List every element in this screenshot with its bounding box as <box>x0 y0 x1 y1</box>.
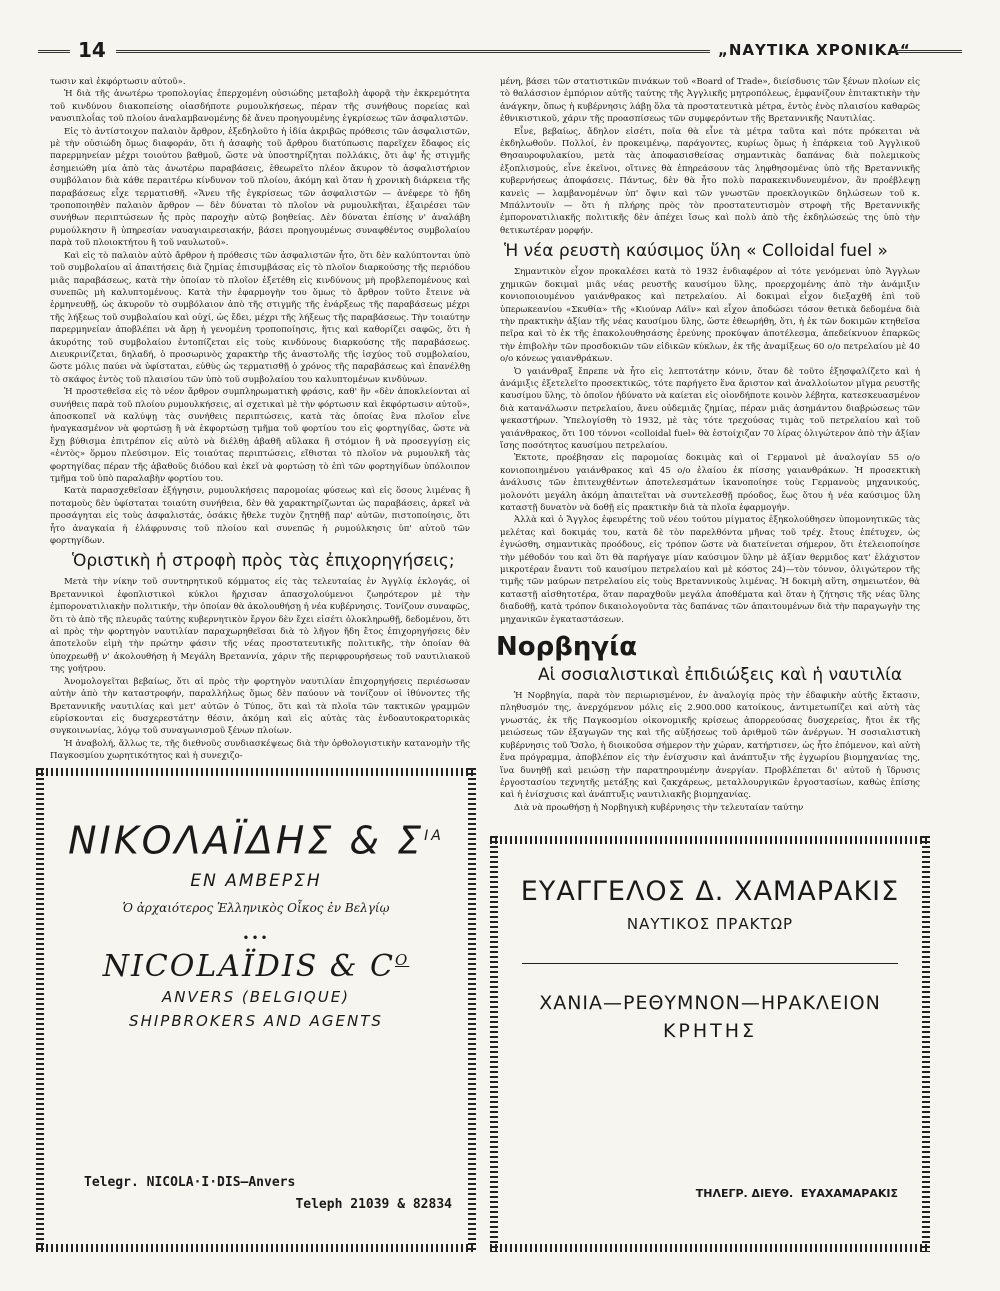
article-paragraph: Ἡ διὰ τῆς ἀνωτέρω τροπολογίας ἐπερχομένη οὐσιώδης μεταβολὴ ἀφορᾷ τὴν ἐκκρεμότητα τοῦ κινδύνου διακοπείσης οἱασδήποτε ρυμουλκήσεως, πέραν τῆς συνήθους πορείας καὶ ναυσιπλοΐας τοῦ πλοίου ἀναλαμβανομένης δὲ ἄνευ προηγουμένης ἐγκρίσεως τῶν ἀσφαλιστῶν. <box>50 89 470 125</box>
article-paragraph: Εἰς τὸ ἀντίστοιχον παλαιὸν ἄρθρον, ἐξεδηλοῦτο ἡ ἰδία ἀκριβῶς πρόθεσις τῶν ἀσφαλιστῶν, μὲ τὴν οὐσιώδη ὅμως διαφοράν, ὅτι ἡ ἀσαφὴς τοῦ ἄρθρου διατύπωσις παρεῖχεν ἔδαφος εἰς παρερμηνείαν μέχρι τοιούτου βαθμοῦ, ὥστε νὰ ὑποστηρίζηται πολλάκις, ὅτι ἀφ' ἧς στιγμῆς ἐσημειώθη μία ἀπὸ τὰς ἀνωτέρω παραβάσεις, ἐθεωρεῖτο πλέον ἄκυρον τὸ ἀσφαλιστήριον συμβόλαιον διὰ κάθε περαιτέρω κίνδυνον τοῦ πλοίου, ἀκόμη καὶ ὅταν ἡ χρονικὴ διάρκεια τῆς παραβάσεως εἶχε τερματισθῆ. «Ἄνευ τῆς ἐγκρίσεως τῶν ἀσφαλιστῶν — ἀνέφερε τὸ ἤδη τροποποιηθὲν παλαιὸν ἄρθρον — δὲν δύναται τὸ πλοῖον νὰ ρυμουλκῆται, ἐξαιρέσει τῶν συνήθων περιπτώσεων ἧς πρὸς παροχὴν αὐτῷ βοηθείας. Δὲν δύναται ἐπίσης ν' ἀναλάβη ρυμούλκησιν ἢ ὑπηρεσίαν ναυαγιαιρεσιακήν, βάσει προηγουμένως συναφθέντος συμβολαίου παρὰ τοῦ πλοιοκτήτου ἢ τοῦ ναυλωτοῦ». <box>50 126 470 249</box>
telephone-numbers: Teleph 21039 & 82834 <box>295 1197 452 1212</box>
section-heading-norway: Νορβηγία <box>496 632 638 663</box>
header-rule-left <box>38 50 70 53</box>
section-subheading-norway: Αἱ σοσιαλιστικαὶ ἐπιδιώξεις καὶ ἡ ναυτιλία <box>538 665 903 686</box>
right-column <box>496 76 920 828</box>
company-description: Ὁ ἀρχαιότερος Ἑλληνικὸς Οἶκος ἐν Βελγίῳ <box>122 900 390 915</box>
ad-divider-line <box>522 963 898 964</box>
ad-border-bottom <box>36 1244 476 1252</box>
article-paragraph: Ἡ Νορβηγία, παρὰ τὸν περιωρισμένον, ἐν ἀναλογίᾳ πρὸς τὴν ἐδαφικὴν αὐτῆς ἔκτασιν, πληθυσμόν της, ἀνερχόμενον μόλις εἰς 2.900.000 κατοίκους, ἀντιμετωπίζει καὶ αὐτὴ τὰς γνωστάς, ἐκ τῆς Παγκοσμίου οἰκονομικῆς κρίσεως ἀπορρεούσας δυσχερείας, ἤτοι ἐκ τῆς μειώσεως τῶν ἐξαγωγῶν της καὶ τῆς αὐξήσεως τοῦ ἀριθμοῦ τῶν ἀνέργων. Ἡ σοσιαλιστικὴ κυβέρνησις τοῦ Ὄσλο, ἡ διοικοῦσα σήμερον τὴν χώραν, κατήρτισεν, ὡς ἦτο ἑπόμενον, καὶ αὐτὴ ἕνα πρόγραμμα, ἀποβλέπον εἰς τὴν ἐνίσχυσιν καὶ ἀνάπτυξιν τῆς ἐγχωρίου βιομηχανίας της, ἵνα δυνηθῇ καὶ μειώσῃ τὴν παρατηρουμένην ἀνεργίαν. Προβλέπεται δι' αὐτοῦ ἡ ἵδρυσις ἐργοστασίου τεχνητῆς μετάξης καὶ ζακχάρεως, μεταλλουργικῶν ἐργοστασίων, καθὼς ἐπίσης καὶ ἡ ἐνίσχυσις καὶ ἀνάπτυξις ναυτιλιακῆς βιομηχανίας. <box>500 691 920 801</box>
advertisement-nicolaidis <box>36 768 476 1252</box>
agent-role: ΝΑΥΤΙΚΟΣ ΠΡΑΚΤΩΡ <box>626 915 794 933</box>
page-header <box>38 38 962 66</box>
page-number: 14 <box>78 38 106 62</box>
agent-island: ΚΡΗΤΗΣ <box>662 1020 758 1042</box>
section-heading-subsidies: Ὁριστικὴ ἡ στροφὴ πρὸς τὰς ἐπιχορηγήσεις; <box>72 551 455 572</box>
article-paragraph: Ὁ γαιάνθραξ ἔπρεπε νὰ ἦτο εἰς λεπτοτάτην κόνιν, ὅταν δὲ τοῦτο ἐξησφαλίζετο καὶ ἡ ἀνάμιξις ἐξετελεῖτο προσεκτικῶς, τότε παρήγετο ἕνα ἄριστον καὶ ἀναλλοίωτον μῖγμα ρευστῆς καυσίμου ὕλης, τὸ ὁποῖον ἠδύνατο νὰ καίεται εἰς οἱονδήποτε κοινὸν λέβητα, κατεσκευασμένον διὰ κατανάλωσιν πετρελαίου, ἄνευ οὐδεμιᾶς ζημίας, πέραν μιᾶς ἀσημάντου διαβρώσεως τῶν ψεκαστήρων. Ὑπελογίσθη τὸ 1932, μὲ τὰς τότε τρεχούσας τιμὰς τοῦ πετρελαίου καὶ τοῦ γαιάνθρακος, ὅτι 100 τόννοι «colloidal fuel» θὰ ἐστοίχιζαν 70 λίρας ὀλιγώτερον ἀπὸ τὴν ἀξίαν ἴσης ποσότητος καυσίμου πετρελαίου. <box>500 366 920 451</box>
ad-border-right <box>922 836 930 1252</box>
article-paragraph: Ἡ ἀναβολή, ἄλλως τε, τῆς διεθνοῦς συνδιασκέψεως διὰ τὴν ὀρθολογιστικὴν κατανομὴν τῆς Παγκοσμίου χωρητικότητος καὶ ἡ συνεχιζο- <box>50 738 470 762</box>
ad-border-right <box>468 768 476 1252</box>
company-business: SHIPBROKERS AND AGENTS <box>129 1011 383 1030</box>
article-paragraph: Ἡ προστεθεῖσα εἰς τὸ νέον ἄρθρον συμπληρωματικὴ φράσις, καθ' ἣν «δὲν ἀποκλείονται αἱ συνήθεις παρὰ τοῦ πλοίου ρυμουλκήσεις, αἱ σχετικαὶ μὲ τὴν φόρτωσιν καὶ ἐκφόρτωσιν αὐτοῦ», ἀποσκοπεῖ νὰ καλύψῃ τὰς συνήθεις περιπτώσεις, κατὰ τὰς ὁποίας ἓνα πλοῖον εἶνε ἠναγκασμένον νὰ φορτώσῃ ἢ νὰ ἐκφορτώσῃ τμῆμα τοῦ φορτίου του εἰς φορτηγίδας, ὥστε νὰ ἔχῃ βύθισμα ἐπιτρέπον εἰς αὐτὸ νὰ διέλθῃ ἀβαθῆ αὔλακα ἢ στόμιον ἢ νὰ προσεγγίσῃ εἰς «ἐντὸς» ὅρμου πλεύσιμον. Εἰς τοιαύτας περιπτώσεις, εἴθισται τὸ πλοῖον νὰ ρυμουλκῆ τὰς φορτηγίδας πέραν τῆς ἀβαθοῦς διόδου καὶ ἐκεῖ νὰ φορτώσῃ τὸ ἐπὶ τῶν φορτηγίδων ὑπόλοιπον τμῆμα τοῦ ὑπὸ παραλαβὴν φορτίου του. <box>50 387 470 484</box>
company-name-latin: NICOLAÏDIS & $C^O$ <box>102 948 410 984</box>
article-paragraph: Καὶ εἰς τὸ παλαιὸν αὐτὸ ἄρθρον ἡ πρόθεσις τῶν ἀσφαλιστῶν ἦτο, ὅτι δὲν καλύπτονται ὑπὸ τοῦ συμβολαίου αἱ ἀπαιτήσεις διὰ ζημίας ἐπισυμβάσας εἰς τὸ πλοῖον διαρκούσης τῆς περιόδου μιᾶς παραβάσεως, κατὰ τὴν ὁποίαν τὸ πλοῖον ἐξετέθη εἰς κινδύνους μὴ προβλεπομένους καὶ συνεπῶς μὴ καλυπτομένους. Κατὰ τὴν ἐφαρμογὴν του ὅμως τὸ ἄρθρον τοῦτο ἔτεινε νὰ ἑρμηνευθῇ, ὡς ἀκυροῦν τὸ συμβόλαιον ἀπὸ τῆς στιγμῆς τῆς ἐνάρξεως τῆς παραβάσεως μέχρι τῆς λήξεως τοῦ συμβολαίου καὶ οὐχί, ὡς ἔδει, μέχρι τῆς λήξεως τῆς παραβάσεως. Τὴν τοιαύτην παρερμηνείαν ἀποβλέπει νὰ ἄρῃ ἡ γενομένη τροποποίησις, ἥτις καὶ καθορίζει σαφῶς, ὅτι ἡ ἀκυρότης τοῦ συμβολαίου ἐντοπίζεται εἰς τοὺς κινδύνους διαρκούσης τῆς παραβάσεως. Διευκρινίζεται, δηλαδή, ὁ προσωρινὸς χαρακτὴρ τῆς ἀναστολῆς τῆς ἰσχύος τοῦ συμβολαίου, ὥστε μόλις παύει νὰ ὑφίσταται, εὐθὺς ὡς τερματισθῇ ὁ χρόνος τῆς παραβάσεως καὶ ἐπανέλθῃ τὸ σκάφος ἐντὸς τοῦ πλαισίου τῶν ὑπὸ τοῦ συμβολαίου του καλυπτομένων κινδύνων. <box>50 250 470 385</box>
telegraph-address: Telegr. NICOLA·I·DIS—Anvers <box>84 1175 296 1190</box>
ad-border-top <box>490 836 930 844</box>
article-paragraph: Σημαντικὸν εἶχον προκαλέσει κατὰ τὸ 1932 ἐνδιαφέρον αἱ τότε γενόμεναι ὑπὸ Ἄγγλων χημικῶν δοκιμαὶ μιᾶς νέας ρευστῆς καυσίμου ὕλης, προερχομένης ἀπὸ τὴν ἀνάμιξιν κονιοποιουμένου γαιάνθρακος καὶ πετρελαίου. Αἱ δοκιμαὶ εἶχον διεξαχθῆ ἐπὶ τοῦ ὑπερωκεανίου «Σκυθία» τῆς «Κιούναρ Λάϊν» καὶ εἶχον ἀποδώσει τόσον θετικὰ δεδομένα διὰ τὴν πρακτικὴν ἀξίαν τῆς νέας καυσίμου ὕλης, ὥστε ἐθεωρήθη, ὅτι, ἡ ἐκ τῶν δοκιμῶν κτηθεῖσα πεῖρα καὶ τὸ ἐκ τῆς ἐπακολουθησάσης ἐρεύνης προκύψαν ἀποτέλεσμα, ἀπεδείκνυον ἐπαρκῶς τὴν ἐπιβολὴν τῶν προσδοκιῶν τῶν εἰδικῶν κύκλων, ἐκ τῆς ἀναμίξεως 60 ο/ο πετρελαίου μὲ 40 ο/ο κόνεως γαιανθράκων. <box>500 267 920 365</box>
agent-cities: ΧΑΝΙΑ—ΡΕΘΥΜΝΟΝ—ΗΡΑΚΛΕΙΟΝ <box>539 992 881 1014</box>
ornament-divider: ••• <box>242 930 270 945</box>
article-paragraph: Κατὰ παρασχεθεῖσαν ἐξήγησιν, ρυμουλκήσεις παρομοίας φύσεως καὶ εἰς ὅσους λιμένας ἢ ποταμοὺς δὲν ὑφίσταται τοιαύτη συνήθεια, δὲν θὰ χαρακτηρίζωνται ὡς παραβάσεις, ἀρκεῖ νὰ προσάγηται εἰς τοὺς ἀσφαλιστάς, ὁσάκις ἤθελε τυχὸν ζητηθῇ παρ' αὐτῶν, πιστοποίησις, ὅτι ἦτο ἀναγκαία ἡ ἐλάφρυνσις τοῦ πλοίου καὶ συνεπῶς ἡ ρυμούλκησις ὑπ' αὐτοῦ τῶν φορτηγίδων. <box>50 486 470 547</box>
company-city-greek: ΕΝ ΑΜΒΕΡΣΗ <box>190 870 322 891</box>
article-paragraph: Εἶνε, βεβαίως, ἄδηλον εἰσέτι, ποῖα θὰ εἶνε τὰ μέτρα ταῦτα καὶ πότε πρόκειται νὰ ἐκδηλωθοῦν. Πολλοί, ἐν προκειμένῳ, παράγοντες, κυρίως ὅμως ἡ ἐπάρκεια τοῦ Ἀγγλικοῦ Θησαυροφυλακίου, μετὰ τὰς ἀποφασισθείσας σημαντικὰς δαπάνας διὰ πολεμικοὺς ἐξοπλισμούς, εἶνε ἐκεῖνοι, οἵτινες θὰ ἐπηρεάσουν τὰς ληφθησομένας ὑπὸ τῆς Βρεταννικῆς κυβερνήσεως ἀποφάσεις. Πάντως, δὲν θὰ ἦτο πολὺ παρακεκινδυνευμένον, ἂν προέβλεψῃ κανεὶς — λαμβανομένων ὑπ' ὄψιν καὶ τῶν γνωστῶν προεκλογικῶν δηλώσεων τοῦ κ. Μπάλντουϊν — ὅτι ἡ πλήρης πρὸς τὸν προστατευτισμὸν στροφὴ τῆς Βρεταννικῆς ἐμπορονατιλιακῆς πολιτικῆς δὲν ἀπέχει ἴσως καὶ πολὺ ἀπὸ τῆς ἐκδηλώσεώς της ὑπὸ τὴν θετικωτέραν μορφήν. <box>500 126 920 236</box>
article-paragraph: τωσιν καὶ ἐκφόρτωσιν αὐτοῦ». <box>50 77 186 87</box>
section-heading-colloidal-fuel: Ἡ νέα ρευστὴ καύσιμος ὕλη « Colloidal fuel » <box>504 241 888 262</box>
ad-border-bottom <box>490 1244 930 1252</box>
left-column <box>50 76 470 768</box>
ad-border-top <box>36 768 476 776</box>
article-paragraph: μένη, βάσει τῶν στατιστικῶν πινάκων τοῦ «Board of Trade», διείσδυσις τῶν ξένων πλοίων εἰς τὸ θαλάσσιον ἐμπόριον αὐτῆς ταύτης τῆς Ἀγγλικῆς μητροπόλεως, ἐμφανίζουν ἐπιτακτικὴν τὴν ἀνάγκην, ὅπως ἡ κυβέρνησις λάβῃ ὅλα τὰ προστατευτικὰ μέτρα, ἐντὸς ἑνὸς πλαισίου καθαρῶς ἐθνικιστικοῦ, χάριν τῆς προασπίσεως τῶν συμφερόντων τῆς Βρεταννικῆς Ναυτιλίας. <box>500 77 920 125</box>
agent-name: ΕΥΑΓΓΕΛΟΣ Δ. ΧΑΜΑΡΑΚΙΣ <box>520 876 900 907</box>
article-paragraph: Διὰ νὰ προωθήσῃ ἡ Νορβηγικὴ κυβέρνησις τὴν τελευταίαν ταύτην <box>514 802 804 813</box>
header-rule-middle <box>116 50 710 53</box>
header-rule-right <box>894 50 962 53</box>
advertisement-chamarakis <box>490 836 930 1252</box>
article-paragraph: Ἀνομολογεῖται βεβαίως, ὅτι αἱ πρὸς τὴν φορτηγὸν ναυτιλίαν ἐπιχορηγήσεις περιέσωσαν αὐτὴν ἀπὸ τὴν καταστροφήν, παραλλήλως ὅμως δὲν παύουν νὰ τονίζουν οἱ ἰθύνοντες τῆς Βρεταννικῆς ναυτιλίας καὶ μετ' αὐτῶν ὁ Τύπος, ὅτι καὶ τὰ πλοῖα τῶν τακτικῶν γραμμῶν εὑρίσκονται εἰς δυσχερεστάτην θέσιν, ἀκόμη καὶ εἰς αὐτὰς τὰς ἐνδοαυτοκρατορικὰς συγκοινωνίας, λόγῳ τοῦ συναγωνισμοῦ ξένων πλοίων. <box>50 676 470 737</box>
article-paragraph: Μετὰ τὴν νίκην τοῦ συντηρητικοῦ κόμματος εἰς τὰς τελευταίας ἐν Ἀγγλίᾳ ἐκλογάς, οἱ Βρεταννικοὶ ἐφοπλιστικοὶ κύκλοι ἤρχισαν ἀπασχολούμενοι ζωηρότερον μὲ τὴν ἐμπορονατιλιακὴν πολιτικήν, τὴν ὁποίαν θὰ ἀκολουθήσῃ ἡ νέα κυβέρνησις. Τονίζουν συναφῶς, ὅτι τὸ ἀπὸ τῆς πλευρᾶς ταύτης κυβερνητικὸν ἔργον δὲν ἔχει εἰσέτι ὁλοκληρωθῇ, δεδομένου, ὅτι αἱ πρὸς τὴν φορτηγὸν ναυτιλίαν παραχωρηθεῖσαι διὰ τὸ λῆγον ἤδη ἔτος ἐπιχορηγήσεις δὲν ἀποτελοῦν εἰμὴ τὴν πρώτην φάσιν τῆς νέας προστατευτικῆς πολιτικῆς, τὴν ὁποίαν θὰ ὑποχρεωθῇ ν' ἀκολουθήσῃ ἡ Μεγάλη Βρεταννία, χάριν τῆς περιφρουρήσεως τοῦ ναυτιλιακοῦ της γοήτρου. <box>50 577 470 675</box>
telegraph-address: ΤΗΛΕΓΡ. ΔΙΕΥΘ. ΕΥΑΧΑΜΑΡΑΚΙΣ <box>695 1187 898 1200</box>
article-paragraph: Ἐκτοτε, προέβησαν εἰς παρομοίας δοκιμὰς καὶ οἱ Γερμανοὶ μὲ ἀναλογίαν 55 ο/ο κονιοποιημένου γαιάνθρακος καὶ 45 ο/ο ἐλαίου ἐκ πίσσης γαιανθράκων. Ἡ προσεκτικὴ ἀνάλυσις τῶν ἐπιτευχθέντων ἀποτελεσμάτων ἱκανοποίησε τοὺς Γερμανοὺς μηχανικούς, μολονότι μεγάλη ἀκόμη ἀπαιτεῖται νὰ συντελεσθῇ πρόοδος, ἕως ὅτου ἡ νέα καύσιμος ὕλη καταστῇ δυνατὸν νὰ δοθῇ εἰς πρακτικὴν διὰ τὰ πλοῖα ἐφαρμογήν. <box>500 453 920 513</box>
article-paragraph: Ἀλλὰ καὶ ὁ Ἄγγλος ἐφευρέτης τοῦ νέου τούτου μίγματος ἐξηκολούθησεν ὑπομονητικῶς τὰς μελέτας καὶ δοκιμάς του, κατὰ δὲ τὸν παρελθόντα μῆνας τοῦ τρέχ. ἔτους ἐπέτυχεν, ὡς ἐγνώσθη, σημαντικὰς προόδους, εἰς τρόπον ὥστε νὰ διατείνεται σήμερον, ὅτι ἐτελειοποίησε τὴν μέθοδόν του καὶ ὅτι θὰ παρήγαγε μίαν καύσιμον ὕλην μὲ ἀξίαν θερμιδος κατ' ἐλάχιστον μικροτέραν ἔναντι τοῦ καυσίμου πετρελαίου καὶ μὲ κόστος 24)—τὸν τόννον, ὀλιγώτερον τῆς τιμῆς τῶν μαύρων πετρελαίου εἰς τοὺς Βρεταννικοὺς λιμένας. Ἡ δοκιμὴ αὕτη, σημειωτέον, θὰ καταστῇ αἰσθητοτέρα, ὅταν παραχθοῦν μεγάλα ἀποθέματα καὶ ὅταν ἡ ζήτησις τῆς νέας ὕλης διαδοθῇ, κατὰ τρόπον δικαιολογοῦντα τὰς δαπάνας τῶν ἀπαιτουμένων διὰ τὴν παραγωγὴν της μηχανικῶν ἐγκαταστάσεων. <box>500 515 920 625</box>
company-name-greek: ΝΙΚΟΛΑΪΔΗΣ & $\Sigma^{IA}$ <box>68 818 444 863</box>
ad-border-left <box>490 836 498 1252</box>
ad-border-left <box>36 768 44 1252</box>
masthead: „ΝΑΥΤΙΚΑ ΧΡΟΝΙΚΑ“ <box>718 41 911 59</box>
company-city-latin: ANVERS (BELGIQUE) <box>161 987 351 1006</box>
